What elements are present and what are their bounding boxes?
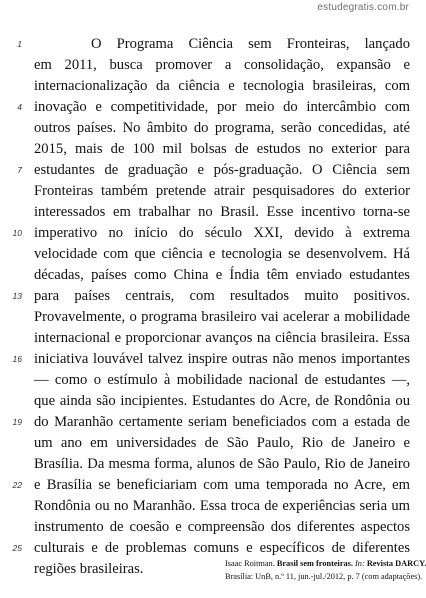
line-text: internacional e proporcionar avanços na ciência brasileira. Essa [34,330,410,346]
line-text: — como o estímulo à mobilidade nacional de estudantes —, [34,372,410,388]
line-text: décadas, países como China e Índia têm enviado estudantes [34,267,410,283]
line-text: que ainda são incipientes. Estudantes do Acre, de Rondônia ou [34,393,410,409]
line-text: iniciativa louvável talvez inspire outras não menos importantes [34,351,410,367]
citation-line-1 [225,557,426,570]
line-number: 1 [17,39,22,49]
passage-line [0,244,415,265]
citation-author: Isaac Roitman. [225,559,275,568]
passage-line [0,181,415,202]
line-text: para países centrais, com resultados muito positivos. [34,288,410,304]
passage-line [0,454,415,475]
line-text: interessados em trabalhar no Brasil. Esse incentivo torna-se [34,204,410,220]
site-watermark: estudegratis.com.br [317,2,409,13]
line-text: Fronteiras também pretende atrair pesquisadores do exterior [34,183,410,199]
passage-line [0,97,415,118]
passage-line [0,412,415,433]
citation-details: Brasília: UnB, n.º 11, jun.-jul./2012, p. 7 (com adaptações). [225,572,423,581]
passage-line [0,76,415,97]
line-text: culturais e de problemas comuns e específicos de diferentes [34,540,410,556]
line-number: 25 [12,543,22,553]
line-number: 7 [17,165,22,175]
line-text: velocidade com que ciência e tecnologia se desenvolvem. Há [34,246,410,262]
passage-line [0,202,415,223]
line-text: outros países. No âmbito do programa, serão concedidas, até [34,120,410,136]
source-citation [225,557,426,583]
passage-line [0,328,415,349]
passage-line [0,433,415,454]
line-text: e Brasília se beneficiariam com uma temporada no Acre, em [34,477,410,493]
passage-line [0,55,415,76]
line-number: 19 [12,417,22,427]
passage-line [0,286,415,307]
line-text: em 2011, busca promover a consolidação, expansão e [34,57,410,73]
passage-line [0,538,415,559]
citation-in-label: In: [355,559,365,568]
line-text: um ano em universidades de São Paulo, Rio de Janeiro e [34,435,410,451]
passage-line [0,391,415,412]
line-text: 2015, mais de 100 mil bolsas de estudos no exterior para [34,141,410,157]
line-number: 16 [12,354,22,364]
passage-line [0,223,415,244]
line-text: Rondônia ou no Maranhão. Essa troca de experiências seria um [34,498,410,514]
line-text: inovação e competitividade, por meio do intercâmbio com [34,99,410,115]
line-text: imperativo no início do século XXI, devido à extrema [34,225,410,241]
line-text: estudantes de graduação e pós-graduação. O Ciência sem [34,162,410,178]
passage-line [0,349,415,370]
passage-line [0,370,415,391]
line-text: O Programa Ciência sem Fronteiras, lançado [91,36,410,52]
passage-line [0,139,415,160]
line-text: internacionalização da ciência e tecnologia brasileiras, com [34,78,410,94]
citation-title: Brasil sem fronteiras. [276,559,353,568]
passage-line [0,496,415,517]
passage-line [0,475,415,496]
passage-line [0,517,415,538]
line-text: regiões brasileiras. [34,561,144,577]
line-text: Brasília. Da mesma forma, alunos de São Paulo, Rio de Janeiro [34,456,410,472]
passage-text [0,34,415,580]
citation-journal: Revista DARCY. [366,559,426,568]
passage-line [0,307,415,328]
line-number: 13 [12,291,22,301]
passage-line [0,265,415,286]
passage-line [0,34,415,55]
line-text: instrumento de coesão e compreensão dos diferentes aspectos [34,519,410,535]
line-number: 10 [12,228,22,238]
line-number: 4 [17,102,22,112]
line-number: 22 [12,480,22,490]
line-text: Provavelmente, o programa brasileiro vai acelerar a mobilidade [34,309,410,325]
line-text: do Maranhão certamente seriam beneficiados com a estada de [34,414,410,430]
passage-line [0,160,415,181]
passage-line [0,118,415,139]
